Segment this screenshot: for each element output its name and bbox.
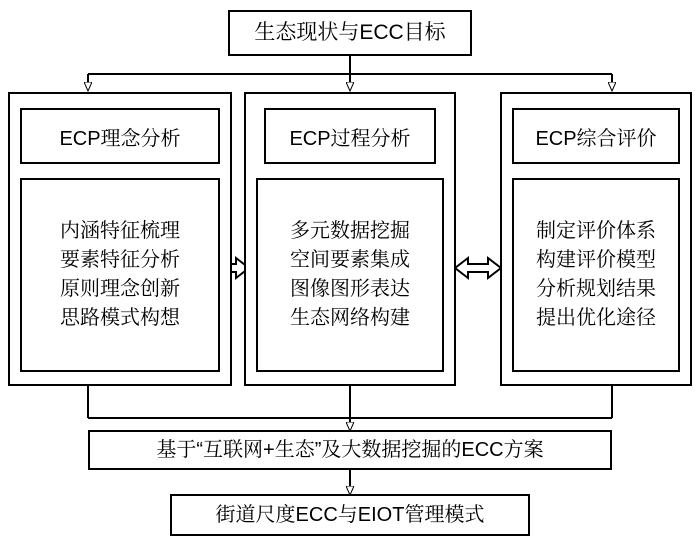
- column-3-body[interactable]: [512, 178, 680, 372]
- column-3-head[interactable]: [512, 108, 680, 164]
- column-2-item: 生态网络构建: [290, 307, 410, 329]
- node-ecc-scheme-label: 基于“互联网+生态”及大数据挖掘的ECC方案: [156, 438, 544, 461]
- node-ecc-scheme[interactable]: [88, 430, 612, 470]
- node-top-goal-label: 生态现状与ECC目标: [254, 20, 446, 44]
- node-management-mode-label: 街道尺度ECC与EIOT管理模式: [215, 503, 485, 526]
- column-1-item: 原则理念创新: [60, 278, 180, 300]
- column-1-head-label: ECP理念分析: [59, 127, 181, 150]
- column-2-body[interactable]: [256, 178, 444, 372]
- node-management-mode[interactable]: [170, 494, 530, 536]
- column-3-head-label: ECP综合评价: [535, 127, 657, 150]
- column-1-body[interactable]: [20, 178, 220, 372]
- column-3-item: 制定评价体系: [536, 220, 656, 242]
- column-2-item: 多元数据挖掘: [290, 220, 410, 242]
- column-2-head[interactable]: [264, 108, 436, 164]
- column-3-item: 提出优化途径: [536, 307, 656, 329]
- column-1-head[interactable]: [20, 108, 220, 164]
- column-1-item: 思路模式构想: [60, 307, 180, 329]
- column-1-item: 内涵特征梳理: [60, 220, 180, 242]
- column-1-item: 要素特征分析: [60, 249, 180, 271]
- column-2-head-label: ECP过程分析: [289, 127, 411, 150]
- node-top-goal[interactable]: [228, 10, 472, 56]
- column-2-item: 空间要素集成: [290, 249, 410, 271]
- column-3-item: 分析规划结果: [536, 278, 656, 300]
- column-2-item: 图像图形表达: [290, 278, 410, 300]
- double-arrow-right: [455, 258, 501, 278]
- column-3-item: 构建评价模型: [536, 249, 656, 271]
